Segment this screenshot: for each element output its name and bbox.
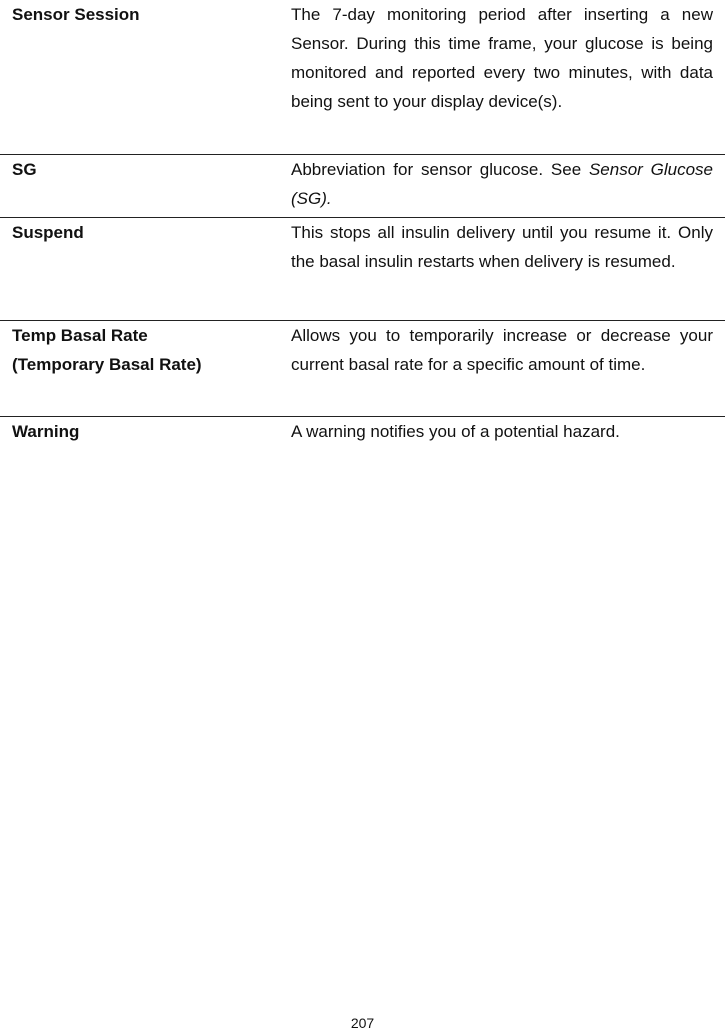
glossary-row-suspend	[0, 218, 725, 321]
glossary-term	[0, 218, 291, 320]
glossary-row-sensor-session	[0, 0, 725, 155]
definition-cross-reference: Sensor Glucose (SG)	[291, 160, 714, 208]
glossary-row-temp-basal-rate	[0, 321, 725, 417]
glossary-row-sg	[0, 155, 725, 218]
glossary-definition: A warning notifies you of a potential hazard.	[291, 422, 620, 441]
term-label-expanded: (Temporary Basal Rate)	[12, 355, 202, 374]
definition-punctuation: .	[326, 189, 332, 208]
glossary-row-warning	[0, 417, 725, 457]
term-label: SG	[12, 160, 37, 179]
glossary-term	[0, 417, 291, 457]
glossary-definition: This stops all insulin delivery until you resume it. Only the basal insulin restarts when delivery is resumed.	[291, 223, 713, 271]
page-number: 207	[350, 1015, 375, 1031]
term-label: Suspend	[12, 223, 84, 242]
glossary-term	[0, 155, 291, 217]
definition-text: Abbreviation for sensor glucose. See	[291, 160, 589, 179]
glossary-definition: Allows you to temporarily increase or decrease your current basal rate for a specific amount of time.	[291, 326, 713, 374]
glossary-definition: The 7-day monitoring period after inserting a new Sensor. During this time frame, your glucose is being monitored and reported every two minutes, with data being sent to your display device(s).	[291, 5, 713, 111]
term-label: Sensor Session	[12, 5, 140, 24]
glossary-definition	[291, 155, 713, 217]
glossary-term	[0, 321, 291, 416]
glossary-table	[0, 0, 725, 457]
glossary-term	[0, 0, 291, 154]
term-label: Warning	[12, 422, 80, 441]
term-label: Temp Basal Rate	[12, 326, 148, 345]
